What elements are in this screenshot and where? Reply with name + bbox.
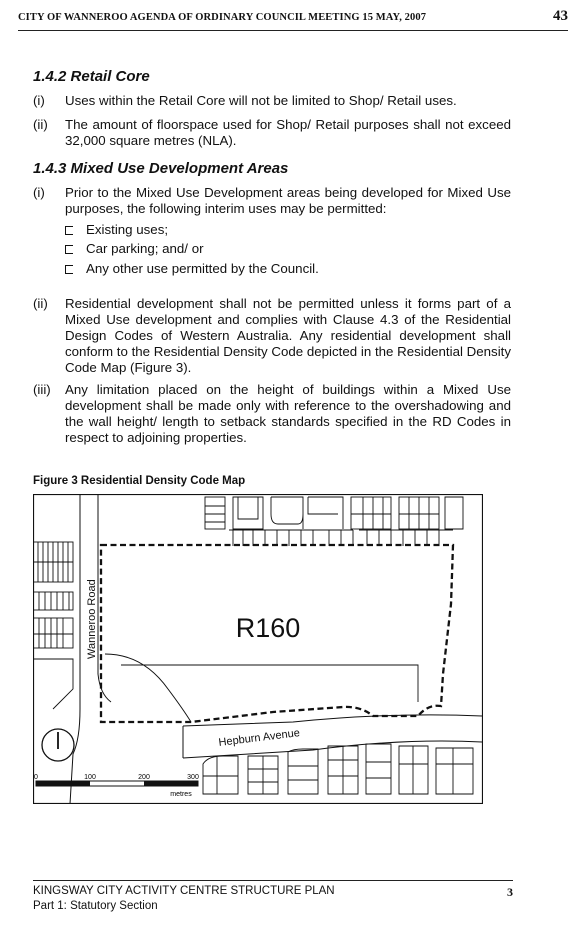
header-page-number: 43 [553, 8, 568, 24]
footer-page-number: 3 [507, 885, 513, 899]
item-text: The amount of floorspace used for Shop/ Retail purposes shall not exceed 32,000 square metres (NLA). [65, 117, 511, 148]
scale-tick: 0 [34, 774, 38, 781]
item-number: (i) [33, 185, 45, 200]
road-label-hepburn: Hepburn Avenue [217, 727, 301, 749]
list-item [33, 93, 511, 109]
scale-tick: 200 [138, 774, 150, 781]
figure-caption: Figure 3 Residential Density Code Map [33, 475, 246, 487]
item-number: (ii) [33, 117, 48, 132]
item-text: Residential development shall not be permitted unless it forms part of a Mixed Use development and complies with Clause 4.3 of the Residential Design Codes of Western Australia. Any residential development shall conform to the Residential Density Code depicted in the Residential Density Code Map (Figure 3). [65, 296, 511, 375]
footer-title: KINGSWAY CITY ACTIVITY CENTRE STRUCTURE PLAN [33, 885, 335, 897]
list-item [33, 185, 511, 217]
item-number: (iii) [33, 382, 51, 397]
header-title: CITY OF WANNEROO AGENDA OF ORDINARY COUNCIL MEETING 15 MAY, 2007 [18, 12, 427, 23]
bullet-text: Existing uses; [86, 222, 169, 237]
bullet-text: Car parking; and/ or [86, 241, 204, 256]
scale-tick: 100 [84, 774, 96, 781]
page-header [18, 8, 568, 31]
checkbox-bullet-icon [65, 245, 73, 254]
item-text: Prior to the Mixed Use Development areas being developed for Mixed Use purposes, the following interim uses may be permitted: [65, 185, 511, 216]
checkbox-bullet-icon [65, 226, 73, 235]
checkbox-bullet-icon [65, 265, 73, 274]
scale-unit: metres [170, 791, 192, 798]
zone-label-r160: R160 [235, 613, 301, 643]
item-number: (i) [33, 93, 45, 108]
scale-tick: 300 [187, 774, 199, 781]
section-heading-mixed-use: 1.4.3 Mixed Use Development Areas [33, 160, 289, 177]
page-footer [33, 880, 513, 912]
item-number: (ii) [33, 296, 48, 311]
list-item [33, 382, 511, 446]
density-code-map [33, 494, 483, 804]
item-text: Any limitation placed on the height of buildings within a Mixed Use development shall be made only with reference to the overshadowing and the wall height/ length to setback standards specified in the RD Codes in respect to adjoining properties. [65, 382, 511, 445]
list-item [33, 117, 511, 149]
road-label-wanneroo: Wanneroo Road [86, 579, 98, 659]
bullet-text: Any other use permitted by the Council. [86, 261, 319, 276]
section-heading-retail-core: 1.4.2 Retail Core [33, 68, 150, 85]
footer-subtitle: Part 1: Statutory Section [33, 900, 158, 912]
item-text: Uses within the Retail Core will not be limited to Shop/ Retail uses. [65, 93, 457, 108]
list-item [33, 296, 511, 376]
